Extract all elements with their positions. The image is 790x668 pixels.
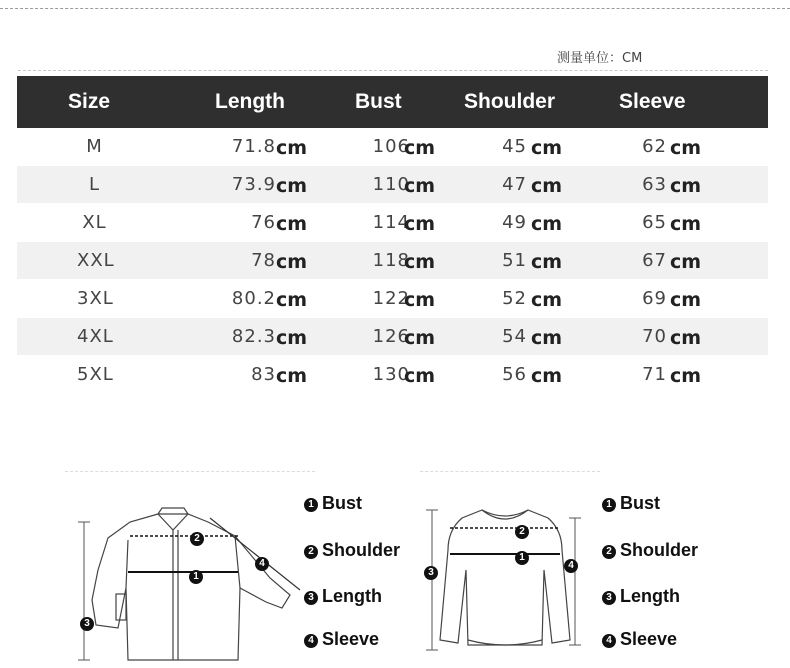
figure-divider	[420, 471, 600, 472]
unit-label: cm	[276, 137, 308, 159]
unit-label: cm	[404, 175, 436, 197]
legend-shoulder: 2 Shoulder	[304, 540, 400, 561]
legend-shoulder: 2 Shoulder	[602, 540, 698, 561]
size-cell: XL	[82, 212, 107, 233]
size-cell: M	[86, 136, 103, 157]
legend-sleeve: 4 Sleeve	[304, 629, 379, 650]
shirt-marker-1: 1	[189, 565, 207, 586]
unit-label: cm	[531, 289, 563, 311]
sleeve-value: 67	[642, 250, 667, 271]
unit-label: cm	[276, 175, 308, 197]
length-value: 71.8	[231, 136, 276, 157]
sleeve-value: 63	[642, 174, 667, 195]
unit-label: cm	[670, 251, 702, 273]
table-top-divider	[18, 70, 768, 71]
unit-label: cm	[404, 365, 436, 387]
bust-value: 126	[372, 326, 410, 347]
unit-label: cm	[404, 137, 436, 159]
shirt-marker-2: 2	[190, 527, 208, 548]
shoulder-value: 52	[502, 288, 527, 309]
bust-value: 114	[372, 212, 410, 233]
shoulder-value: 49	[502, 212, 527, 233]
unit-label: cm	[531, 251, 563, 273]
sleeve-value: 70	[642, 326, 667, 347]
unit-label: cm	[670, 327, 702, 349]
unit-label: cm	[276, 365, 308, 387]
unit-note: 测量单位：CM	[557, 51, 643, 66]
bust-value: 118	[372, 250, 410, 271]
sweater-marker-1: 1	[515, 546, 533, 567]
figure-divider	[65, 471, 315, 472]
unit-label: cm	[404, 327, 436, 349]
legend-sleeve: 4 Sleeve	[602, 629, 677, 650]
unit-label: cm	[531, 327, 563, 349]
legend-bust: 1 Bust	[602, 493, 660, 514]
shoulder-value: 51	[502, 250, 527, 271]
legend-length: 3 Length	[602, 586, 680, 607]
table-row	[17, 280, 768, 317]
table-row	[17, 318, 768, 355]
unit-label: cm	[404, 251, 436, 273]
unit-label: cm	[276, 213, 308, 235]
unit-label: cm	[531, 175, 563, 197]
length-value: 80.2	[231, 288, 276, 309]
table-row	[17, 242, 768, 279]
top-divider	[0, 8, 790, 9]
shoulder-value: 56	[502, 364, 527, 385]
sweater-diagram	[420, 500, 590, 665]
table-row	[17, 356, 768, 393]
length-value: 83	[251, 364, 276, 385]
shirt-marker-4: 4	[255, 552, 273, 573]
sleeve-value: 69	[642, 288, 667, 309]
shoulder-value: 47	[502, 174, 527, 195]
length-value: 76	[251, 212, 276, 233]
unit-label: cm	[670, 289, 702, 311]
unit-label: cm	[531, 137, 563, 159]
bust-value: 106	[372, 136, 410, 157]
unit-label: cm	[276, 289, 308, 311]
shirt-marker-3: 3	[80, 612, 98, 633]
unit-label: cm	[404, 289, 436, 311]
sleeve-value: 71	[642, 364, 667, 385]
size-cell: 4XL	[77, 326, 114, 347]
unit-label: cm	[670, 175, 702, 197]
size-cell: 3XL	[77, 288, 114, 309]
table-header	[17, 76, 768, 128]
size-cell: XXL	[77, 250, 115, 271]
unit-label: cm	[404, 213, 436, 235]
header-size: Size	[68, 90, 111, 113]
length-value: 73.9	[231, 174, 276, 195]
unit-label: cm	[531, 365, 563, 387]
sweater-marker-3: 3	[424, 561, 442, 582]
table-row	[17, 204, 768, 241]
bust-value: 110	[372, 174, 410, 195]
header-sleeve: Sleeve	[619, 90, 686, 113]
length-value: 78	[251, 250, 276, 271]
table-row	[17, 166, 768, 203]
sleeve-value: 65	[642, 212, 667, 233]
shoulder-value: 45	[502, 136, 527, 157]
size-cell: 5XL	[77, 364, 114, 385]
bust-value: 130	[372, 364, 410, 385]
unit-label: cm	[276, 327, 308, 349]
legend-length: 3 Length	[304, 586, 382, 607]
header-bust: Bust	[355, 90, 402, 113]
legend-bust: 1 Bust	[304, 493, 362, 514]
unit-label: cm	[670, 213, 702, 235]
length-value: 82.3	[231, 326, 276, 347]
header-length: Length	[215, 90, 285, 113]
header-shoulder: Shoulder	[464, 90, 556, 113]
unit-label: cm	[531, 213, 563, 235]
sleeve-value: 62	[642, 136, 667, 157]
unit-label: cm	[670, 137, 702, 159]
size-cell: L	[88, 174, 101, 195]
unit-label: cm	[670, 365, 702, 387]
bust-value: 122	[372, 288, 410, 309]
table-row	[17, 128, 768, 165]
unit-label: cm	[276, 251, 308, 273]
sweater-marker-2: 2	[515, 520, 533, 541]
shoulder-value: 54	[502, 326, 527, 347]
sweater-marker-4: 4	[564, 554, 582, 575]
